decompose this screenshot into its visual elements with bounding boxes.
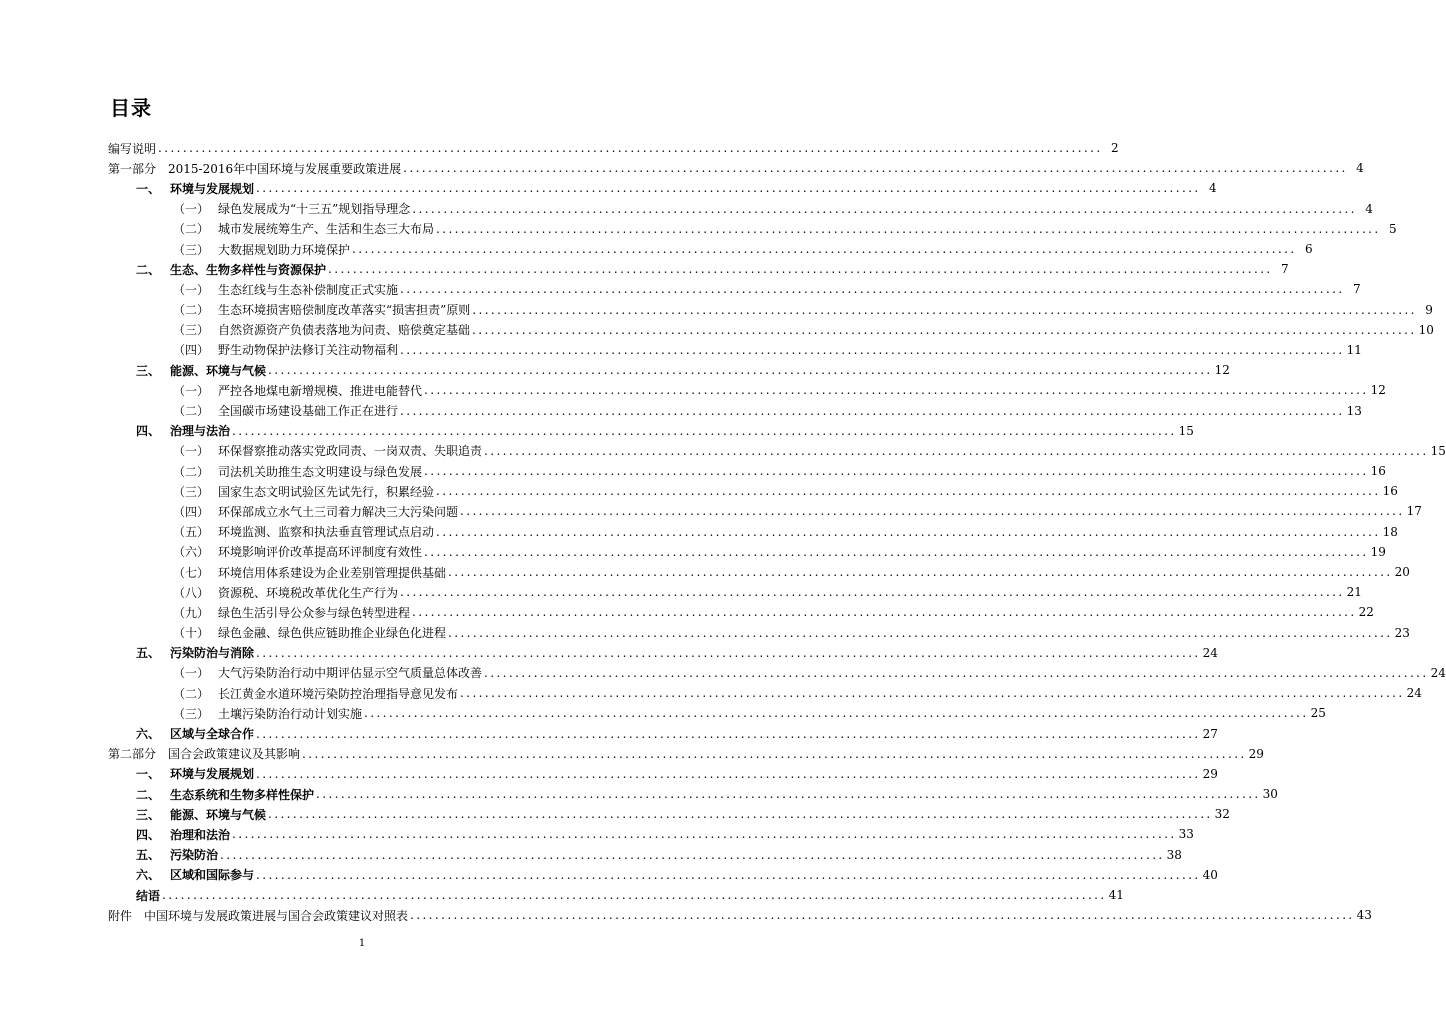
toc-entry-page: 22 [1358, 605, 1374, 620]
dot-leader [436, 222, 1381, 236]
toc-entry[interactable] [108, 723, 1218, 743]
toc-entry-page: 29 [1248, 746, 1264, 761]
toc-entry-page: 5 [1388, 221, 1397, 236]
toc-entry-page: 4 [1365, 201, 1373, 216]
dot-leader [424, 383, 1369, 397]
toc-entry[interactable] [108, 905, 1372, 925]
toc-entry-page: 24 [1406, 686, 1422, 701]
toc-entry-page: 33 [1178, 827, 1194, 842]
toc-entry-label: 第一部分 [108, 161, 157, 176]
toc-entry-label: （四） [172, 343, 209, 358]
toc-entry-label: （二） [172, 404, 209, 419]
dot-leader [400, 282, 1345, 296]
dot-leader [484, 444, 1429, 458]
toc-entry-page: 21 [1346, 585, 1362, 600]
toc-entry-label: 一、 [136, 767, 161, 782]
toc-entry-title: 长江黄金水道环境污染防控治理指导意见发布 [218, 686, 459, 701]
toc-entry-page: 40 [1202, 867, 1218, 882]
dot-leader [403, 161, 1348, 175]
toc-entry[interactable] [108, 239, 1313, 259]
toc-entry[interactable] [108, 683, 1422, 703]
toc-entry-title: 司法机关助推生态文明建设与绿色发展 [218, 464, 423, 479]
toc-entry-label: （九） [172, 605, 209, 620]
toc-entry-page: 16 [1370, 464, 1386, 479]
toc-entry-page: 15 [1430, 443, 1446, 458]
dot-leader [472, 303, 1417, 317]
page-title: 目录 [110, 96, 152, 120]
toc-entry-title: 编写说明 [108, 141, 157, 156]
toc-entry-label: 四、 [136, 827, 161, 842]
toc-entry-label: （一） [172, 444, 209, 459]
toc-entry[interactable] [108, 340, 1362, 360]
toc-entry-title: 环境与发展规划 [170, 181, 255, 196]
dot-leader [472, 323, 1417, 337]
toc-entry-label: （五） [172, 525, 209, 540]
dot-leader [436, 525, 1381, 539]
toc-entry-page: 4 [1209, 181, 1217, 196]
dot-leader [448, 565, 1393, 579]
toc-entry-title: 大数据规划助力环境保护 [218, 242, 351, 257]
toc-entry-label: （一） [172, 202, 209, 217]
toc-entry-title: 能源、环境与气候 [170, 363, 267, 378]
dot-leader [232, 424, 1177, 438]
toc-entry-label: （二） [172, 222, 209, 237]
toc-entry[interactable] [108, 441, 1446, 461]
toc-entry[interactable] [108, 421, 1194, 441]
toc-entry-page: 15 [1178, 423, 1194, 438]
table-of-contents [108, 138, 1446, 925]
toc-entry-page: 24 [1430, 665, 1446, 680]
dot-leader [410, 908, 1355, 922]
toc-entry-label: 附件 [108, 908, 133, 923]
toc-entry-title: 能源、环境与气候 [170, 807, 267, 822]
toc-entry-page: 29 [1202, 766, 1218, 781]
toc-entry[interactable] [108, 481, 1398, 501]
toc-entry[interactable] [108, 885, 1124, 905]
toc-entry[interactable] [108, 522, 1398, 542]
dot-leader [268, 363, 1213, 377]
toc-entry-title: 国家生态文明试验区先试先行，积累经验 [218, 484, 435, 499]
toc-entry-label: 一、 [136, 181, 161, 196]
dot-leader [256, 868, 1201, 882]
toc-entry-title: 环境信用体系建设为企业差别管理提供基础 [218, 565, 447, 580]
toc-entry-label: （一） [172, 282, 209, 297]
toc-entry[interactable] [108, 764, 1218, 784]
toc-entry-label: 二、 [136, 262, 161, 277]
toc-entry-page: 23 [1394, 625, 1410, 640]
toc-entry-page: 18 [1382, 524, 1398, 539]
toc-entry-page: 7 [1352, 282, 1361, 297]
toc-entry-title: 土壤污染防治行动计划实施 [218, 706, 363, 721]
toc-entry-title: 环保部成立水气土三司着力解决三大污染问题 [218, 504, 459, 519]
toc-entry[interactable] [108, 562, 1410, 582]
toc-entry[interactable] [108, 279, 1361, 299]
toc-entry-page: 9 [1425, 302, 1433, 317]
toc-entry-title: 野生动物保护法修订关注动物福利 [218, 343, 399, 358]
toc-entry-title: 污染防治与消除 [170, 646, 255, 661]
toc-entry-title: 2015-2016年中国环境与发展重要政策进展 [168, 161, 402, 176]
toc-entry-page: 17 [1406, 504, 1422, 519]
dot-leader [256, 181, 1201, 195]
toc-entry[interactable] [108, 542, 1386, 562]
toc-entry[interactable] [108, 461, 1386, 481]
dot-leader [268, 807, 1213, 821]
toc-entry-page: 16 [1382, 484, 1398, 499]
toc-entry-label: （八） [172, 585, 209, 600]
toc-entry[interactable] [108, 643, 1218, 663]
toc-entry-title: 严控各地煤电新增规模、推进电能替代 [218, 383, 423, 398]
toc-entry-page: 24 [1202, 645, 1218, 660]
toc-entry[interactable] [108, 623, 1410, 643]
toc-entry-title: 治理与法治 [170, 424, 231, 439]
dot-leader [352, 242, 1297, 256]
toc-entry-label: （二） [172, 464, 209, 479]
toc-entry-label: （十） [172, 626, 209, 641]
toc-entry-label: （四） [172, 504, 209, 519]
toc-entry-page: 10 [1418, 322, 1434, 337]
dot-leader [400, 343, 1345, 357]
toc-entry-label: （一） [172, 666, 209, 681]
toc-entry[interactable] [108, 158, 1364, 178]
toc-entry[interactable] [108, 804, 1230, 824]
toc-entry[interactable] [108, 865, 1218, 885]
toc-entry[interactable] [108, 138, 1119, 158]
dot-leader [256, 727, 1201, 741]
toc-entry-label: 四、 [136, 424, 161, 439]
toc-entry-page: 30 [1262, 787, 1278, 802]
toc-entry-label: （一） [172, 383, 209, 398]
dot-leader [460, 504, 1405, 518]
toc-entry[interactable] [108, 582, 1362, 602]
toc-entry[interactable] [108, 320, 1434, 340]
toc-entry[interactable] [108, 400, 1362, 420]
dot-leader [460, 686, 1405, 700]
toc-entry-page: 2 [1110, 141, 1119, 156]
dot-leader [302, 747, 1247, 761]
dot-leader [436, 484, 1381, 498]
toc-entry[interactable] [108, 259, 1289, 279]
dot-leader [424, 464, 1369, 478]
toc-entry-page: 32 [1214, 807, 1230, 822]
toc-entry-label: 三、 [136, 807, 161, 822]
toc-entry-page: 12 [1214, 363, 1230, 378]
dot-leader [412, 605, 1357, 619]
toc-entry-title: 环境影响评价改革提高环评制度有效性 [218, 545, 423, 560]
toc-entry-title: 生态、生物多样性与资源保护 [170, 262, 327, 277]
toc-entry[interactable] [108, 824, 1194, 844]
page-number: 1 [358, 938, 366, 949]
toc-entry[interactable] [108, 360, 1230, 380]
toc-entry-page: 11 [1346, 342, 1362, 357]
dot-leader [400, 404, 1345, 418]
toc-entry-title: 生态系统和生物多样性保护 [170, 787, 315, 802]
toc-entry-label: 六、 [136, 727, 161, 742]
toc-entry-title: 生态环境损害赔偿制度改革落实“损害担责”原则 [218, 303, 471, 318]
toc-entry-label: （三） [172, 323, 209, 338]
toc-entry[interactable] [108, 663, 1446, 683]
toc-entry-title: 环境与发展规划 [170, 767, 255, 782]
toc-entry[interactable] [108, 784, 1278, 804]
toc-entry-label: 第二部分 [108, 747, 157, 762]
toc-entry-title: 绿色金融、绿色供应链助推企业绿色化进程 [218, 626, 447, 641]
dot-leader [484, 666, 1429, 680]
dot-leader [256, 646, 1201, 660]
toc-entry[interactable] [108, 501, 1422, 521]
toc-entry-page: 19 [1370, 544, 1386, 559]
toc-entry-title: 结语 [136, 888, 161, 903]
toc-entry[interactable] [108, 199, 1373, 219]
toc-entry-title: 区域和国际参与 [170, 868, 255, 883]
dot-leader [316, 787, 1261, 801]
dot-leader [158, 141, 1103, 155]
toc-entry-title: 资源税、环境税改革优化生产行为 [218, 585, 399, 600]
toc-entry-label: 六、 [136, 868, 161, 883]
dot-leader [232, 827, 1177, 841]
toc-entry-page: 6 [1304, 242, 1313, 257]
toc-entry-title: 中国环境与发展政策进展与国合会政策建议对照表 [144, 908, 409, 923]
toc-entry-label: （三） [172, 484, 209, 499]
toc-entry[interactable] [108, 845, 1182, 865]
toc-entry-label: 五、 [136, 848, 161, 863]
toc-entry-page: 38 [1166, 847, 1182, 862]
toc-entry-page: 41 [1108, 888, 1124, 903]
dot-leader [448, 626, 1393, 640]
toc-entry[interactable] [108, 300, 1433, 320]
dot-leader [424, 545, 1369, 559]
toc-entry-title: 自然资源资产负债表落地为问责、赔偿奠定基础 [218, 323, 471, 338]
dot-leader [412, 202, 1357, 216]
toc-entry[interactable] [108, 602, 1374, 622]
toc-entry-page: 25 [1310, 706, 1326, 721]
toc-entry[interactable] [108, 219, 1397, 239]
dot-leader [364, 706, 1309, 720]
toc-entry-title: 城市发展统筹生产、生活和生态三大布局 [218, 222, 435, 237]
toc-entry-page: 27 [1202, 726, 1218, 741]
toc-entry-title: 大气污染防治行动中期评估显示空气质量总体改善 [218, 666, 483, 681]
toc-entry-label: （二） [172, 686, 209, 701]
toc-entry-label: 二、 [136, 787, 161, 802]
toc-entry-label: 三、 [136, 363, 161, 378]
toc-entry-label: （三） [172, 706, 209, 721]
toc-entry-title: 国合会政策建议及其影响 [168, 747, 301, 762]
toc-entry[interactable] [108, 380, 1386, 400]
toc-entry-page: 43 [1356, 908, 1372, 923]
toc-entry[interactable] [108, 744, 1264, 764]
toc-entry-label: （六） [172, 545, 209, 560]
toc-entry-title: 全国碳市场建设基础工作正在进行 [218, 404, 399, 419]
toc-entry[interactable] [108, 178, 1217, 198]
toc-entry-page: 4 [1356, 161, 1364, 176]
dot-leader [400, 585, 1345, 599]
toc-entry-title: 绿色生活引导公众参与绿色转型进程 [218, 605, 411, 620]
toc-entry-title: 生态红线与生态补偿制度正式实施 [218, 282, 399, 297]
toc-entry-title: 治理和法治 [170, 827, 231, 842]
toc-entry-title: 区域与全球合作 [170, 727, 255, 742]
toc-entry-label: （七） [172, 565, 209, 580]
toc-entry-title: 环境监测、监察和执法垂直管理试点启动 [218, 525, 435, 540]
dot-leader [328, 262, 1273, 276]
toc-entry-label: 五、 [136, 646, 161, 661]
toc-entry-label: （二） [172, 303, 209, 318]
toc-entry-title: 污染防治 [170, 848, 219, 863]
toc-entry-page: 12 [1370, 383, 1386, 398]
dot-leader [220, 848, 1165, 862]
toc-entry-label: （三） [172, 242, 209, 257]
dot-leader [162, 888, 1107, 902]
toc-entry-page: 7 [1281, 262, 1289, 277]
toc-entry-page: 20 [1394, 565, 1410, 580]
toc-entry-title: 环保督察推动落实党政同责、一岗双责、失职追责 [218, 444, 483, 459]
toc-entry[interactable] [108, 703, 1326, 723]
toc-entry-page: 13 [1346, 403, 1362, 418]
toc-entry-title: 绿色发展成为“十三五”规划指导理念 [218, 202, 411, 217]
dot-leader [256, 767, 1201, 781]
